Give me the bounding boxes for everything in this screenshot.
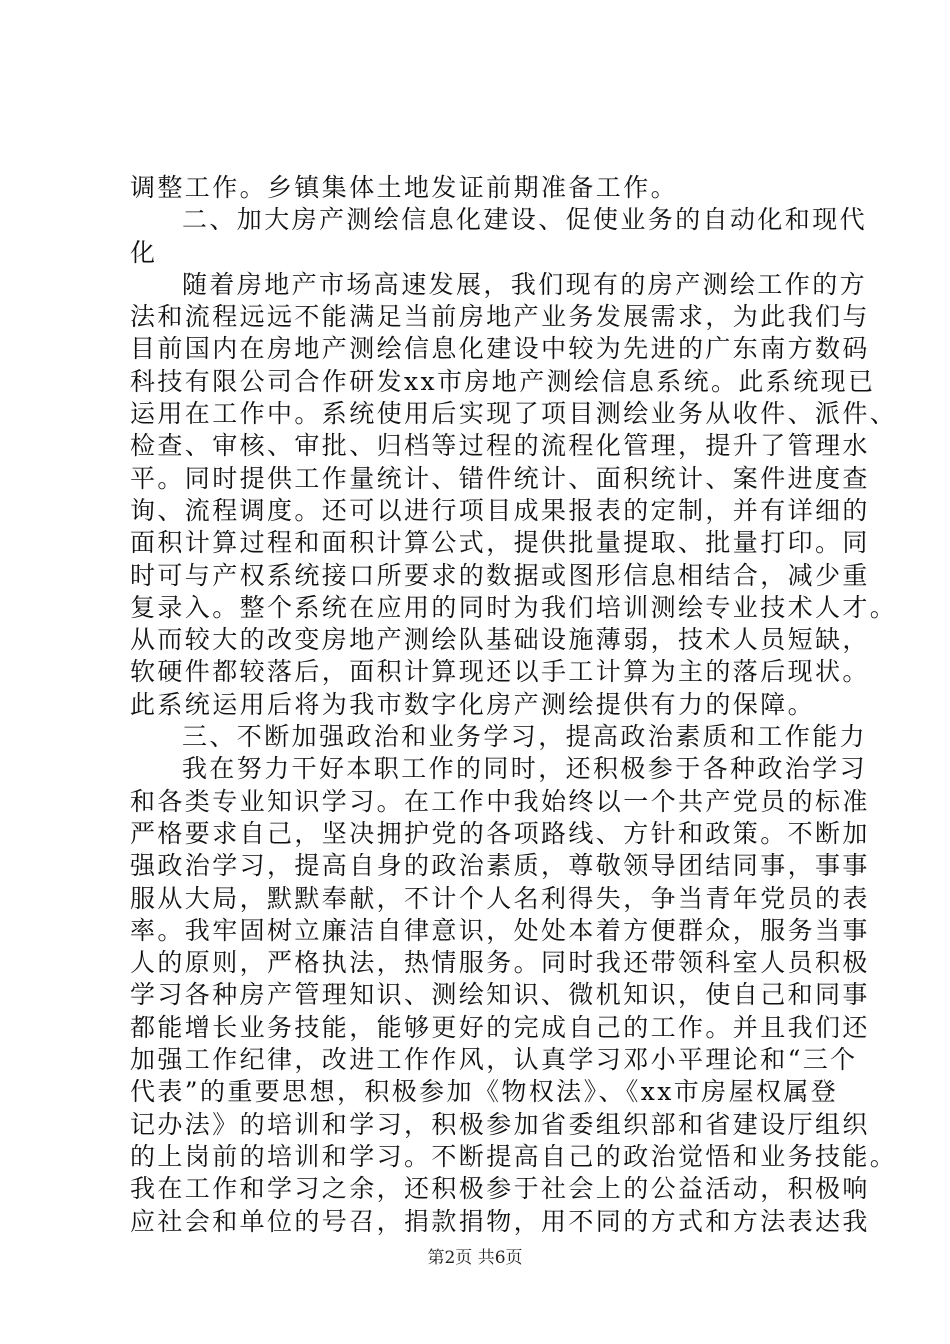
page-number-footer: 第2页 共6页	[427, 1248, 523, 1268]
body-line: 应社会和单位的号召，捐款捐物，用不同的方式和方法表达我	[130, 1206, 870, 1236]
body-line: 和各类专业知识学习。在工作中我始终以一个共产党员的标准	[130, 786, 870, 816]
body-line: 强政治学习，提高自身的政治素质，尊敬领导团结同事，事事	[130, 851, 870, 881]
body-line: 平。同时提供工作量统计、错件统计、面积统计、案件进度查	[130, 463, 870, 493]
body-line: 都能增长业务技能，能够更好的完成自己的工作。并且我们还	[130, 1012, 870, 1042]
body-line: 复录入。整个系统在应用的同时为我们培训测绘专业技术人才。	[130, 592, 898, 622]
body-line: 调整工作。乡镇集体土地发证前期准备工作。	[130, 173, 679, 202]
body-line: 询、流程调度。还可以进行项目成果报表的定制，并有详细的	[130, 495, 870, 525]
body-line: 严格要求自己，坚决拥护党的各项路线、方针和政策。不断加	[130, 818, 870, 848]
body-line: 法和流程远远不能满足当前房地产业务发展需求，为此我们与	[130, 302, 870, 332]
body-line: 从而较大的改变房地产测绘队基础设施薄弱，技术人员短缺，	[130, 625, 870, 655]
section-heading: 二、加大房产测绘信息化建设、促使业务的自动化和现代	[182, 205, 868, 235]
body-line: 时可与产权系统接口所要求的数据或图形信息相结合，减少重	[130, 560, 870, 590]
body-line: 率。我牢固树立廉洁自律意识，处处本着方便群众，服务当事	[130, 915, 870, 945]
body-line: 记办法》的培训和学习，积极参加省委组织部和省建设厅组织	[130, 1109, 870, 1139]
body-line: 服从大局，默默奉献，不计个人名利得失，争当青年党员的表	[130, 883, 870, 913]
body-line: 加强工作纪律，改进工作作风，认真学习邓小平理论和“三个	[130, 1045, 858, 1075]
body-line: 运用在工作中。系统使用后实现了项目测绘业务从收件、派件、	[130, 399, 898, 429]
document-body	[130, 172, 898, 1238]
body-line: 检查、审核、审批、归档等过程的流程化管理，提升了管理水	[130, 431, 870, 461]
body-line: 软硬件都较落后，面积计算现还以手工计算为主的落后现状。	[130, 657, 870, 687]
body-line: 我在努力干好本职工作的同时，还积极参于各种政治学习	[182, 754, 868, 784]
body-line: 此系统运用后将为我市数字化房产测绘提供有力的保障。	[130, 689, 816, 719]
section-heading: 三、不断加强政治和业务学习，提高政治素质和工作能力	[182, 722, 868, 752]
body-line: 面积计算过程和面积计算公式，提供批量提取、批量打印。同	[130, 528, 870, 558]
body-line: 目前国内在房地产测绘信息化建设中较为先进的广东南方数码	[130, 334, 870, 364]
body-line: 我在工作和学习之余，还积极参于社会上的公益活动，积极响	[130, 1174, 870, 1204]
body-line: 人的原则，严格执法，热情服务。同时我还带领科室人员积极	[130, 948, 870, 978]
body-line: 的上岗前的培训和学习。不断提高自己的政治觉悟和业务技能。	[130, 1141, 898, 1171]
body-line: 代表”的重要思想，积极参加《物权法》、《xx市房屋权属登	[130, 1077, 839, 1107]
body-line: 学习各种房产管理知识、测绘知识、微机知识，使自己和同事	[130, 980, 870, 1010]
body-line: 科技有限公司合作研发xx市房地产测绘信息系统。此系统现已	[130, 366, 876, 396]
body-line: 随着房地产市场高速发展，我们现有的房产测绘工作的方	[182, 269, 868, 299]
section-heading-continued: 化	[130, 237, 158, 267]
